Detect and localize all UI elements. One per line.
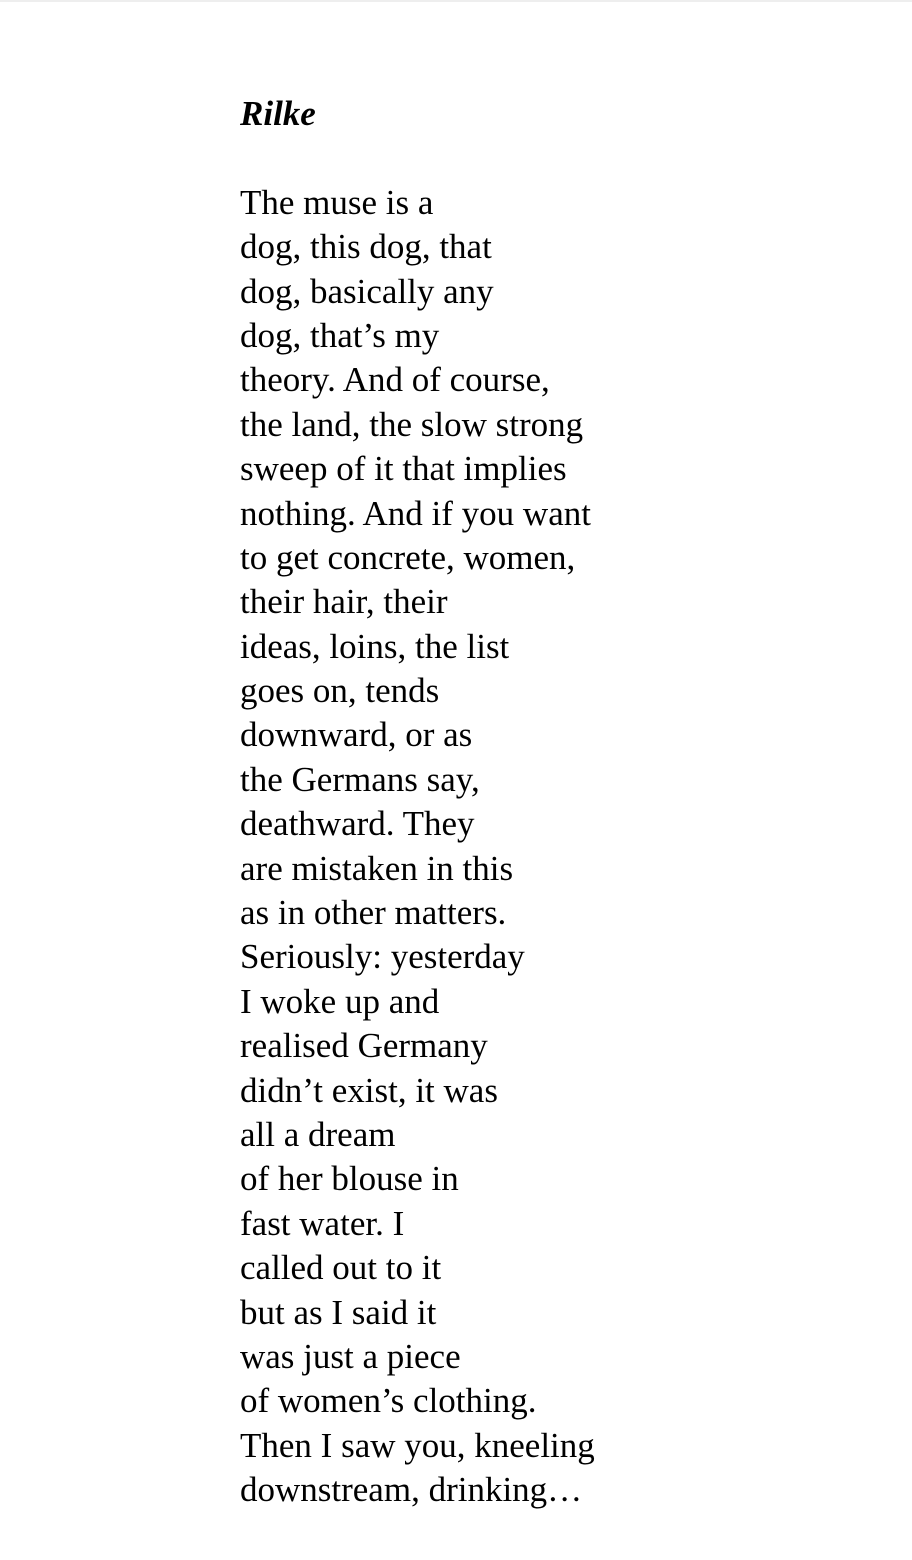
poem-line: didn’t exist, it was: [240, 1070, 498, 1110]
poem-line: the land, the slow strong: [240, 404, 584, 444]
poem-line: Seriously: yesterday: [240, 937, 525, 977]
poem-title: Rilke: [240, 94, 316, 133]
poem-line: fast water. I: [240, 1203, 405, 1243]
poem-line: The muse is a: [240, 182, 434, 222]
poem-line: deathward. They: [240, 804, 475, 844]
poem-line: their hair, their: [240, 582, 448, 622]
poem-line: realised Germany: [240, 1026, 488, 1066]
poem-line: are mistaken in this: [240, 848, 514, 888]
poem-line: to get concrete, women,: [240, 537, 576, 577]
poem-line: ideas, loins, the list: [240, 626, 510, 666]
poem-line: dog, that’s my: [240, 315, 440, 355]
poem-line: Then I saw you, kneeling: [240, 1425, 595, 1465]
poem-line: the Germans say,: [240, 759, 480, 799]
poem-line: of women’s clothing.: [240, 1381, 537, 1421]
poem-line: nothing. And if you want: [240, 493, 591, 533]
poem-line: dog, basically any: [240, 271, 494, 311]
poem-line: all a dream: [240, 1114, 396, 1154]
poem-line: sweep of it that implies: [240, 449, 567, 489]
poem-line: of her blouse in: [240, 1159, 459, 1199]
poem-line: downstream, drinking…: [240, 1470, 583, 1510]
poem-line: theory. And of course,: [240, 360, 550, 400]
poem: [240, 92, 840, 1513]
poem-line: but as I said it: [240, 1292, 437, 1332]
poem-body: [240, 181, 840, 1513]
poem-line: I woke up and: [240, 981, 440, 1021]
poem-line: goes on, tends: [240, 671, 440, 711]
poem-line: downward, or as: [240, 715, 473, 755]
poem-line: as in other matters.: [240, 893, 507, 933]
poem-line: was just a piece: [240, 1336, 461, 1376]
top-divider: [0, 0, 912, 2]
poem-line: dog, this dog, that: [240, 227, 492, 267]
poem-line: called out to it: [240, 1248, 442, 1288]
